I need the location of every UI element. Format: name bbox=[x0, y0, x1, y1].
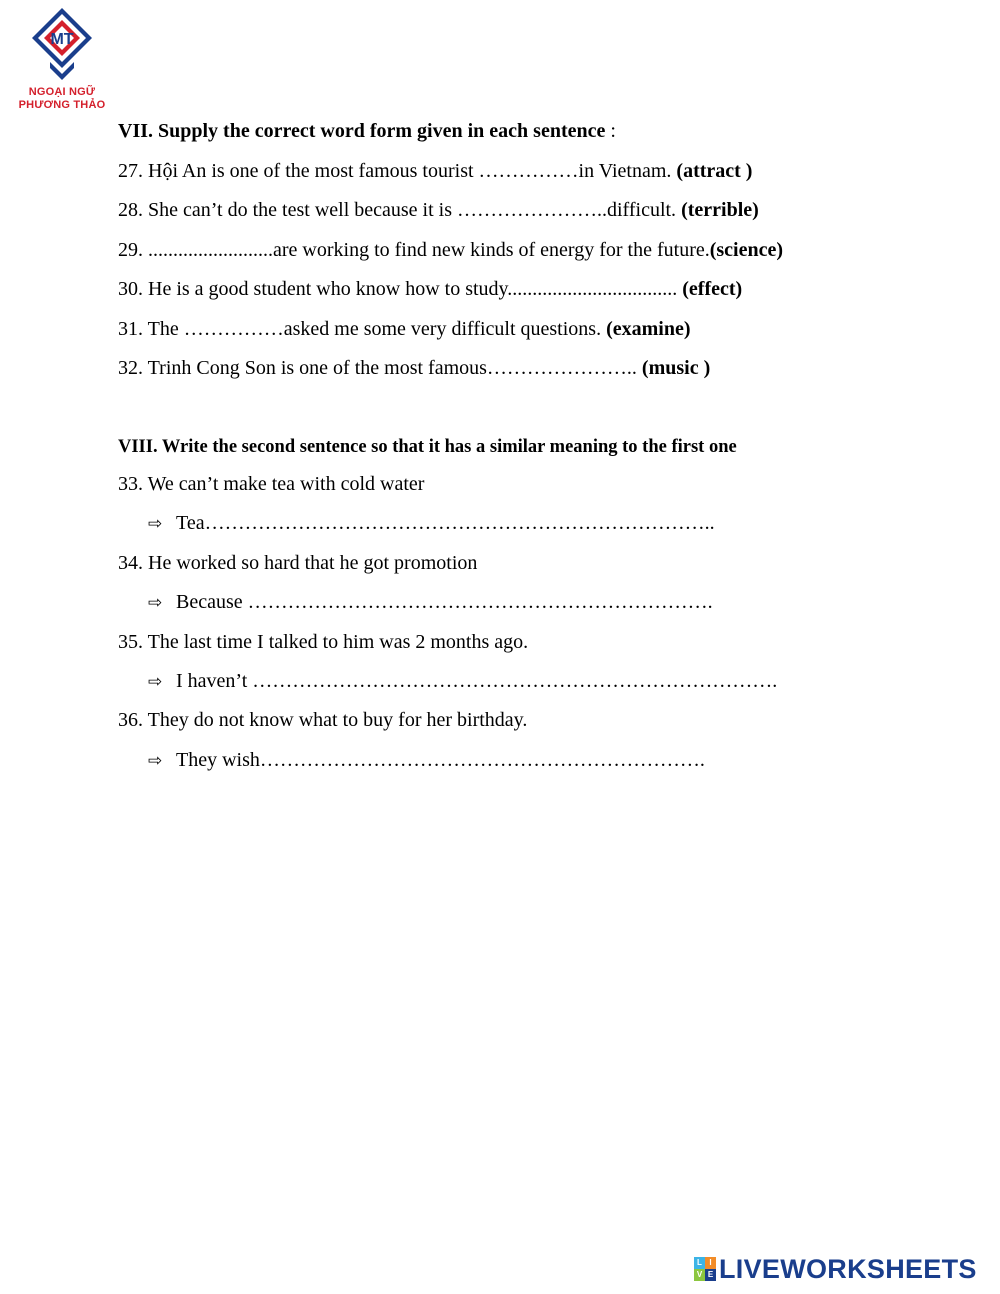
question-35: 35. The last time I talked to him was 2 months ago. bbox=[118, 631, 529, 653]
word-hint: (music ) bbox=[641, 357, 711, 379]
section-8-heading: VIII. Write the second sentence so that it has a similar meaning to the first one bbox=[118, 437, 737, 457]
logo-mark-icon bbox=[30, 6, 94, 84]
section-7-heading: VII. Supply the correct word form given in each sentence : bbox=[118, 120, 616, 142]
answer-line-34[interactable]: ⇨ Because ……………………………………………………………. bbox=[148, 591, 713, 613]
question-32: 32. Trinh Cong Son is one of the most famous………………….. (music ) bbox=[118, 357, 711, 379]
arrow-right-icon: ⇨ bbox=[148, 593, 163, 613]
arrow-right-icon: ⇨ bbox=[148, 672, 163, 692]
question-30: 30. He is a good student who know how to study.................................. (effect) bbox=[118, 278, 743, 300]
answer-line-36[interactable]: ⇨ They wish…………………………………………………………. bbox=[148, 749, 705, 771]
question-29: 29. .........................are working to find new kinds of energy for the future.(science) bbox=[118, 239, 784, 261]
word-hint: (terrible) bbox=[681, 199, 759, 221]
logo bbox=[12, 6, 112, 112]
answer-line-33[interactable]: ⇨ Tea………………………………………………………………….. bbox=[148, 512, 715, 534]
liveworksheets-wordmark: LIVEWORKSHEETS bbox=[719, 1253, 977, 1284]
word-hint: (examine) bbox=[606, 318, 691, 340]
word-hint: (attract ) bbox=[676, 160, 753, 182]
question-27: 27. Hội An is one of the most famous tourist ……………in Vietnam. (attract ) bbox=[118, 160, 753, 182]
liveworksheets-icon: L I V E bbox=[694, 1257, 716, 1281]
question-28: 28. She can’t do the test well because it is …………………..difficult. (terrible) bbox=[118, 199, 759, 221]
arrow-right-icon: ⇨ bbox=[148, 751, 163, 771]
liveworksheets-brand[interactable] bbox=[694, 1254, 977, 1284]
word-hint: (effect) bbox=[682, 278, 743, 300]
answer-line-35[interactable]: ⇨ I haven’t ……………………………………………………………………. bbox=[148, 670, 778, 692]
word-hint: (science) bbox=[709, 239, 784, 261]
question-34: 34. He worked so hard that he got promotion bbox=[118, 552, 478, 574]
logo-line-2: PHƯƠNG THẢO bbox=[18, 99, 106, 111]
question-36: 36. They do not know what to buy for her birthday. bbox=[118, 709, 528, 731]
arrow-right-icon: ⇨ bbox=[148, 514, 163, 534]
question-31: 31. The ……………asked me some very difficult questions. (examine) bbox=[118, 318, 691, 340]
svg-text:MT: MT bbox=[50, 31, 74, 48]
logo-line-1: NGOẠI NGỮ bbox=[28, 86, 96, 98]
question-33: 33. We can’t make tea with cold water bbox=[118, 473, 425, 495]
